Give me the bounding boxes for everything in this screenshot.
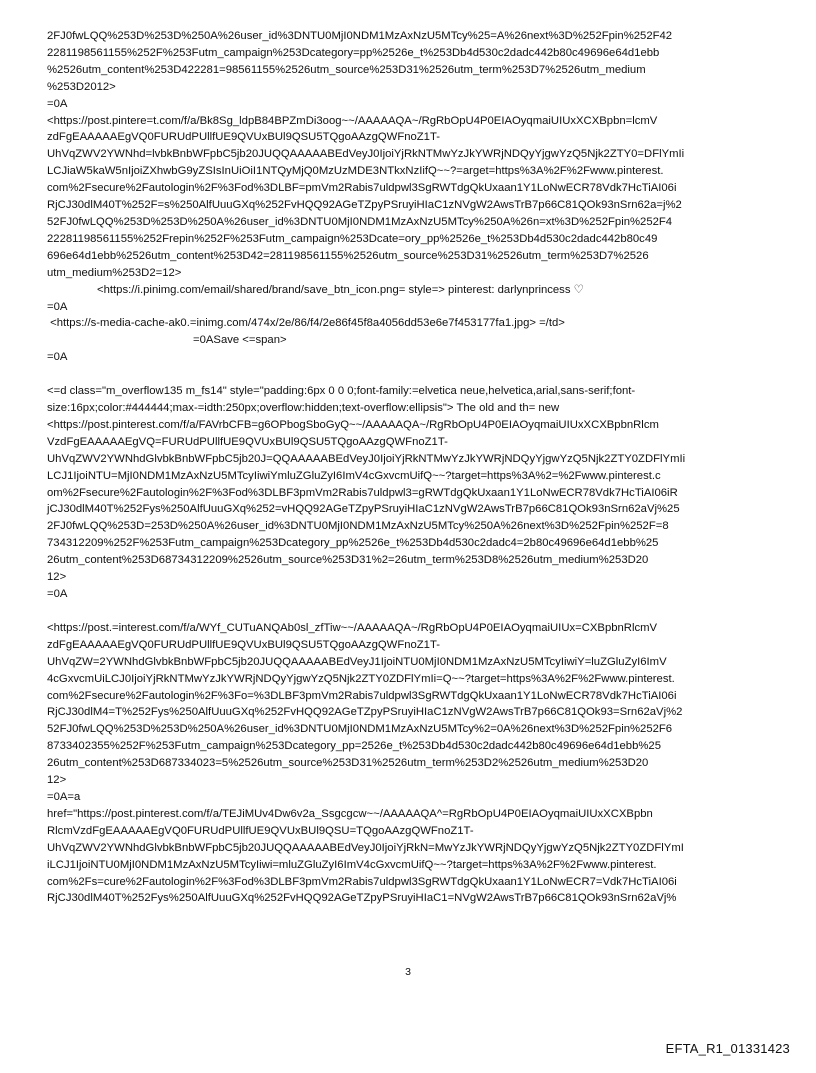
- document-id: EFTA_R1_01331423: [665, 1041, 790, 1056]
- save-span-line: =0ASave <=span>: [193, 334, 287, 347]
- encoded-newline-line: =0A: [47, 300, 68, 313]
- email-source-text-block-2: <=d class="m_overflow135 m_fs14" style="padding:6px 0 0 0;font-family:=elvetica neue,helvetica,arial,sans-serif;font- size:16px;color:#444444;max-=idth:250px;overflow:hidden;text-overflow:ellipsis"> The old and th= new <https://post.pinterest.com/f/a/FAVrbCFB=g6OPbogSboGyQ~~/AAAAAQA~/RgRbOpU4P0EIAOyqmaiUIUxXCXBpbnRlcm VzdFgEAAAAAEgVQ=FURUdPUllfUE9QVUxBUl9QSU5TQgoAAzgQWFnoZ1T- UhVqZWV2YWNhdGlvbkBnbWFpbC5jb20J=QQAAAAABEdVeyJ0IjoiYjRkNTMwYzJkYWRjNDQyYjgwYzQ5Njk2ZTY0ZDFlYmIi LCJ1IjoiNTU=MjI0NDM1MzAxNzU5MTcyIiwiYmluZGluZyI6ImV4cGxvcmUifQ~~?target=https%3A%2=%2Fwww.pinterest.c om%2Fsecure%2Fautologin%2F%3Fod%3DLBF3pmVm2Rabis7uldpwl3=gRWTdgQkUxaan1Y1LoNwECR78Vdk7HcTiAI06iR jCJ30dlM40T%252Fys%250AlfUuuGXq%252=vHQQ92AGeTZpyPSruyiHIaC1zNVgW2AwsTrB7p66C81QOk93nSrn62aVj%25 2FJ0fwLQQ%253D=253D%250A%26user_id%3DNTU0MjI0NDM1MzAxNzU5MTcy%250A%26next%3D%252Fpin%252F=8 734312209%252F%253Futm_campaign%253Dcategory_pp%2526e_t%253Db4d530c2dadc4=2b80c49696e64d1ebb%25 26utm_content%253D68734312209%2526utm_source%253D31%2=26utm_term%253D8%2526utm_medium%253D20 12> =0A: [47, 385, 686, 600]
- email-source-text-block-1: 2FJ0fwLQQ%253D%253D%250A%26user_id%3DNTU0MjI0NDM1MzAxNzU5MTcy%25=A%26next%3D%252Fpin%252F42 2281198561155%252F%253Futm_campaign%253Dcategory=pp%2526e_t%253Db4d530c2dadc442b80c49696e64d1ebb %2526utm_content%253D422281=98561155%2526utm_source%253D31%2526utm_term%253D7%2526utm_medium %253D2012> =0A <https://post.pintere=t.com/f/a/Bk8Sg_ldpB84BPZmDi3oog~~/AAAAAQA~/RgRbOpU4P0EIAOyqmaiUIUxXCXBpbn=lcmV zdFgEAAAAAEgVQ0FURUdPUllfUE9QVUxBUl9QSU5TQgoAAzgQWFnoZ1T- UhVqZWV2YWNhd=lvbkBnbWFpbC5jb20JUQQAAAAABEdVeyJ0IjoiYjRkNTMwYzJkYWRjNDQyYjgwYzQ5Njk2ZTY0=DFlYmIi LCJiaW5kaW5nIjoiZXhwbG9yZSIsInUiOiI1NTQyMjQ0MzUzMDE3NTkxNzIifQ~~?=arget=https%3A%2F%2Fwww.pinterest. com%2Fsecure%2Fautologin%2F%3Fod%3DLBF=pmVm2Rabis7uldpwl3SgRWTdgQkUxaan1Y1LoNwECR78Vdk7HcTiAI06i RjCJ30dlM40T%252F=s%250AlfUuuGXq%252FvHQQ92AGeTZpyPSruyiHIaC1zNVgW2AwsTrB7p66C81QOk93nSrn62a=j%2 52FJ0fwLQQ%253D%253D%250A%26user_id%3DNTU0MjI0NDM1MzAxNzU5MTcy%250A%26n=xt%3D%252Fpin%252F4 22281198561155%252Frepin%252F%253Futm_campaign%253Dcate=ory_pp%2526e_t%253Db4d530c2dadc442b80c49 696e64d1ebb%2526utm_content%253D42=281198561155%2526utm_source%253D31%2526utm_term%253D7%2526 utm_medium%253D2=12>: [47, 30, 685, 279]
- document-page: [47, 28, 777, 907]
- page-number: 3: [405, 966, 411, 978]
- save-button-line: <https://i.pinimg.com/email/shared/brand/save_btn_icon.png= style=> pinterest: darlynprincess ♡: [97, 283, 584, 296]
- encoded-newline-line: =0A: [47, 351, 68, 364]
- image-cache-url-line: <https://s-media-cache-ak0.=inimg.com/474x/2e/86/f4/2e86f45f8a4056dd53e6e7f453177fa1.jpg> =/td>: [47, 317, 565, 330]
- email-source-text-block-3: <https://post.=interest.com/f/a/WYf_CUTuANQAb0sl_zfTiw~~/AAAAAQA~/RgRbOpU4P0EIAOyqmaiUIUx=CXBpbnRlcmV zdFgEAAAAAEgVQ0FURUdPUllfUE9QVUxBUl9QSU5TQgoAAzgQWFnoZ1T- UhVqZW=2YWNhdGlvbkBnbWFpbC5jb20JUQQAAAAABEdVeyJ1IjoiNTU0MjI0NDM1MzAxNzU5MTcyIiwiY=luZGluZyI6ImV 4cGxvcmUiLCJ0IjoiYjRkNTMwYzJkYWRjNDQyYjgwYzQ5Njk2ZTY0ZDFlYmIi=Q~~?target=https%3A%2F%2Fwww.pinterest. com%2Fsecure%2Fautologin%2F%3Fo=%3DLBF3pmVm2Rabis7uldpwl3SgRWTdgQkUxaan1Y1LoNwECR78Vdk7HcTiAI06i RjCJ30dlM4=T%252Fys%250AlfUuuGXq%252FvHQQ92AGeTZpyPSruyiHIaC1zNVgW2AwsTrB7p66C81QOk93=Srn62aVj%2 52FJ0fwLQQ%253D%253D%250A%26user_id%3DNTU0MjI0NDM1MzAxNzU5MTcy%2=0A%26next%3D%252Fpin%252F6 8733402355%252F%253Futm_campaign%253Dcategory_pp=2526e_t%253Db4d530c2dadc442b80c49696e64d1ebb%25 26utm_content%253D687334023=5%2526utm_source%253D31%2526utm_term%253D2%2526utm_medium%253D20 12> =0A=a href="https://post.pinterest.com/f/a/TEJiMUv4Dw6v2a_Ssgcgcw~~/AAAAAQA^=RgRbOpU4P0EIAOyqmaiUIUxXCXBpbn RlcmVzdFgEAAAAAEgVQ0FURUdPUllfUE9QVUxBUl9QSU=TQgoAAzgQWFnoZ1T- UhVqZWV2YWNhdGlvbkBnbWFpbC5jb20JUQQAAAAABEdVeyJ0IjoiYjRkN=MwYzJkYWRjNDQyYjgwYzQ5Njk2ZTY0ZDFlYmI iLCJ1IjoiNTU0MjI0NDM1MzAxNzU5MTcyIiwi=mluZGluZyI6ImV4cGxvcmUifQ~~?target=https%3A%2F%2Fwww.pinterest. com%2Fs=cure%2Fautologin%2F%3Fod%3DLBF3pmVm2Rabis7uldpwl3SgRWTdgQkUxaan1Y1LoNwECR7=Vdk7HcTiAI06i RjCJ30dlM40T%252Fys%250AlfUuuGXq%252FvHQQ92AGeTZpyPSruyiHIaC1=NVgW2AwsTrB7p66C81QOk93nSrn62aVj%: [47, 621, 684, 905]
